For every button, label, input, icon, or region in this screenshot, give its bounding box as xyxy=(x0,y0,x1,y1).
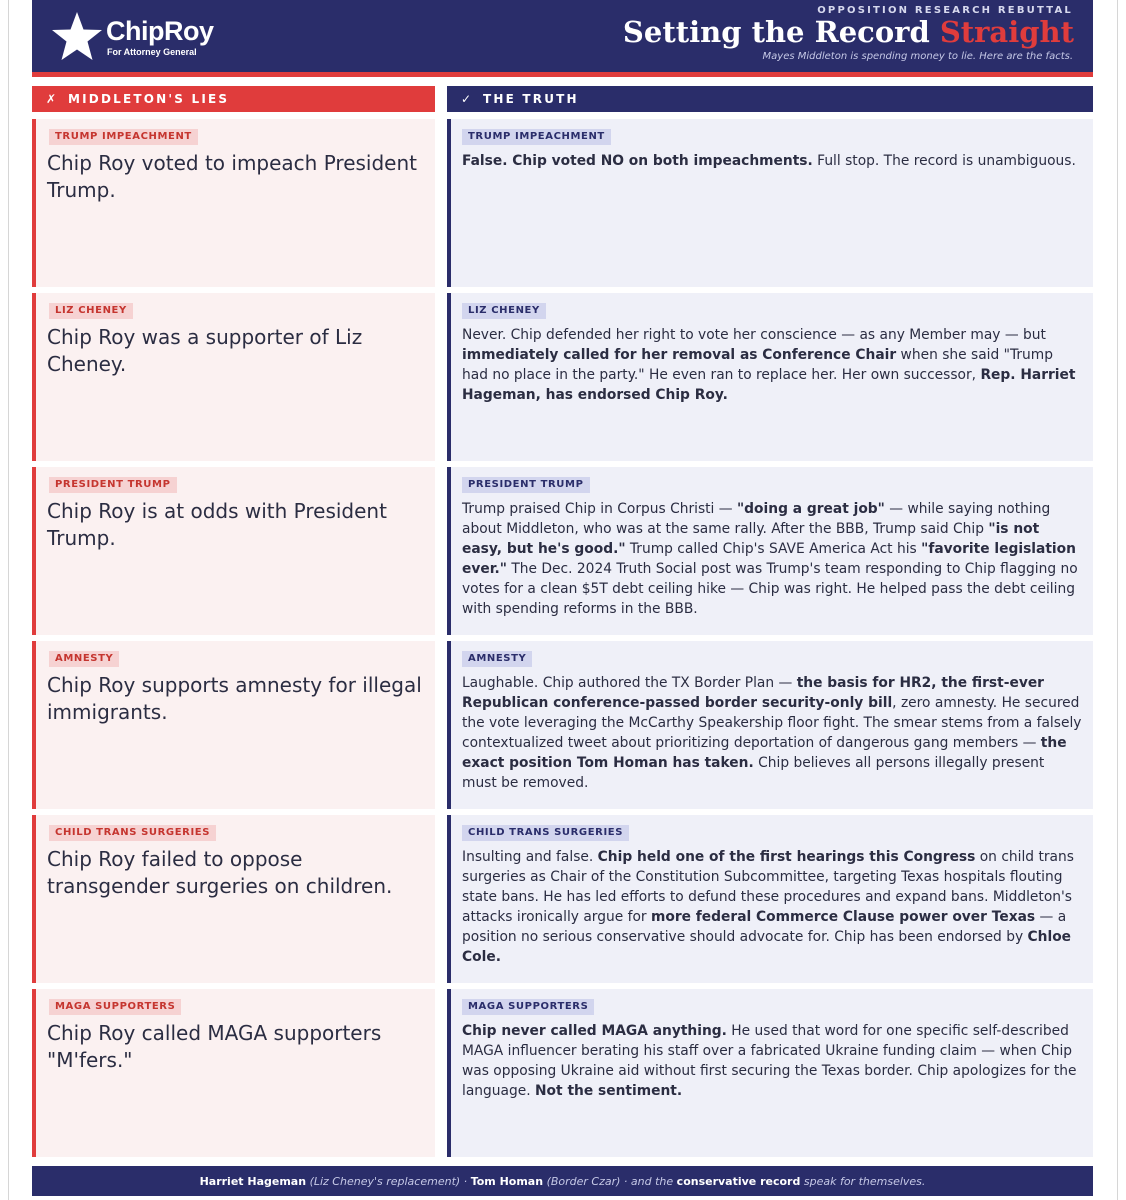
title-main: Setting the Record xyxy=(622,15,940,49)
rebuttal-row xyxy=(32,293,1093,461)
truth-segment: Trump called Chip's SAVE America Act his xyxy=(625,541,922,557)
logo xyxy=(50,10,214,64)
footer-text: (Liz Cheney's replacement) xyxy=(309,1174,461,1188)
truth-topic-tag: TRUMP IMPEACHMENT xyxy=(462,129,611,145)
truth-card xyxy=(447,989,1093,1157)
truth-emphasis: immediately called for her removal as Conference Chair xyxy=(462,347,897,363)
star-icon xyxy=(50,10,104,64)
truth-card xyxy=(447,467,1093,635)
logo-subtitle: For Attorney General xyxy=(107,47,197,57)
lie-card xyxy=(32,293,435,461)
truth-emphasis: "doing a great job" xyxy=(736,501,885,517)
left-page-edge xyxy=(8,0,9,1200)
lies-column-label: MIDDLETON'S LIES xyxy=(68,92,230,106)
lie-claim: Chip Roy called MAGA supporters "M'fers." xyxy=(47,1021,382,1072)
lie-card xyxy=(32,641,435,809)
truth-segment: Laughable. Chip authored the TX Border Plan — xyxy=(462,675,797,691)
x-mark-icon: ✗ xyxy=(45,92,57,106)
truth-column-header xyxy=(447,86,1093,112)
title-accent: Straight xyxy=(939,15,1074,49)
rebuttal-row xyxy=(32,119,1093,287)
lie-claim: Chip Roy voted to impeach President Trump. xyxy=(47,151,417,202)
truth-segment: Chip believes all persons illegally present must be removed. xyxy=(462,755,1045,791)
truth-segment: — a position no serious conservative should advocate for. Chip has been endorsed by xyxy=(462,909,1067,945)
truth-card xyxy=(447,119,1093,287)
truth-emphasis: more federal Commerce Clause power over Texas xyxy=(650,909,1036,925)
page-title xyxy=(623,15,1074,49)
truth-text xyxy=(462,1021,1082,1101)
footer-text: (Border Czar) xyxy=(546,1174,621,1188)
footer-name: Tom Homan xyxy=(470,1174,544,1188)
footer-name: Harriet Hageman xyxy=(199,1174,307,1188)
truth-segment: , zero amnesty. He secured the vote leveraging the McCarthy Speakership floor fight. The smear stems from a falsely contextualized tweet about prioritizing deportation of dangerous gang members — xyxy=(462,695,1082,751)
footer-name: conservative record xyxy=(676,1174,801,1188)
truth-text xyxy=(462,847,1082,967)
lies-column-header xyxy=(32,86,435,112)
lie-card xyxy=(32,467,435,635)
truth-emphasis: Rep. Harriet Hageman, has endorsed Chip Roy. xyxy=(462,367,1076,403)
truth-text xyxy=(462,673,1082,793)
truth-text xyxy=(462,499,1082,619)
lie-topic-tag: LIZ CHENEY xyxy=(49,303,133,319)
truth-emphasis: Chloe Cole. xyxy=(462,929,1072,965)
truth-segment: He used that word for one specific self-described MAGA influencer berating his staff over a fabricated Ukraine funding claim — when Chip was opposing Ukraine aid without first securing the Texas border. Chip apologizes for the language. xyxy=(462,1023,1077,1099)
truth-column-label: THE TRUTH xyxy=(483,92,579,106)
truth-emphasis: "is not easy, but he's good." xyxy=(462,521,1040,557)
lie-claim: Chip Roy failed to oppose transgender surgeries on children. xyxy=(47,847,393,898)
lie-claim: Chip Roy was a supporter of Liz Cheney. xyxy=(47,325,363,376)
footer-text: · and the xyxy=(620,1174,677,1188)
truth-segment: — while saying nothing about Middleton, who was at the same rally. After the BBB, Trump said Chip xyxy=(462,501,1051,537)
lie-topic-tag: TRUMP IMPEACHMENT xyxy=(49,129,198,145)
truth-topic-tag: AMNESTY xyxy=(462,651,532,667)
truth-topic-tag: PRESIDENT TRUMP xyxy=(462,477,590,493)
rebuttal-row xyxy=(32,989,1093,1157)
truth-emphasis: the basis for HR2, the first-ever Republican conference-passed border security-only bill xyxy=(462,675,1044,711)
lie-topic-tag: MAGA SUPPORTERS xyxy=(49,999,181,1015)
truth-emphasis: Not the sentiment. xyxy=(535,1083,683,1099)
footer-banner xyxy=(32,1166,1093,1196)
truth-emphasis: False. Chip voted NO on both impeachments. xyxy=(462,153,813,169)
truth-topic-tag: CHILD TRANS SURGERIES xyxy=(462,825,629,841)
lie-card xyxy=(32,119,435,287)
lie-topic-tag: CHILD TRANS SURGERIES xyxy=(49,825,216,841)
logo-name: ChipRoy xyxy=(106,16,214,46)
truth-segment: on child trans surgeries as Chair of the Constitution Subcommittee, targeting Texas hospitals flouting state bans. He has led efforts to defund these procedures and expand bans. Middleton's attacks ironically argue for xyxy=(462,849,1074,925)
truth-segment: Full stop. The record is unambiguous. xyxy=(812,153,1076,169)
truth-segment: The Dec. 2024 Truth Social post was Trump's team responding to Chip flagging no votes for a clean $5T debt ceiling hike — Chip was right. He helped pass the debt ceiling with spending reforms in the BBB. xyxy=(462,561,1078,617)
header-kicker: OPPOSITION RESEARCH REBUTTAL xyxy=(817,5,1073,16)
truth-card xyxy=(447,293,1093,461)
footer-text: · xyxy=(460,1174,471,1188)
footer-text: speak for themselves. xyxy=(800,1174,926,1188)
lie-claim: Chip Roy supports amnesty for illegal immigrants. xyxy=(47,673,422,724)
rebuttal-row xyxy=(32,815,1093,983)
lie-topic-tag: PRESIDENT TRUMP xyxy=(49,477,177,493)
lie-card xyxy=(32,989,435,1157)
truth-card xyxy=(447,815,1093,983)
header-banner xyxy=(32,0,1093,72)
truth-emphasis: "favorite legislation ever." xyxy=(462,541,1076,577)
truth-emphasis: Chip never called MAGA anything. xyxy=(462,1023,727,1039)
lie-card xyxy=(32,815,435,983)
truth-segment: when she said "Trump had no place in the party." He even ran to replace her. Her own successor, xyxy=(462,347,1053,383)
truth-text xyxy=(462,325,1082,405)
lie-topic-tag: AMNESTY xyxy=(49,651,119,667)
header-tagline: Mayes Middleton is spending money to lie. Here are the facts. xyxy=(762,51,1073,62)
truth-topic-tag: MAGA SUPPORTERS xyxy=(462,999,594,1015)
truth-emphasis: the exact position Tom Homan has taken. xyxy=(462,735,1067,771)
lie-claim: Chip Roy is at odds with President Trump. xyxy=(47,499,387,550)
rebuttal-row xyxy=(32,641,1093,809)
check-mark-icon: ✓ xyxy=(460,92,472,106)
rebuttal-row xyxy=(32,467,1093,635)
truth-segment: Never. Chip defended her right to vote her conscience — as any Member may — but xyxy=(462,327,1046,343)
truth-topic-tag: LIZ CHENEY xyxy=(462,303,546,319)
header-accent-bar xyxy=(32,72,1093,77)
truth-segment: Insulting and false. xyxy=(462,849,598,865)
truth-emphasis: Chip held one of the first hearings this Congress xyxy=(597,849,976,865)
truth-segment: Trump praised Chip in Corpus Christi — xyxy=(462,501,737,517)
right-page-edge xyxy=(1117,0,1118,1200)
truth-text xyxy=(462,151,1082,171)
truth-card xyxy=(447,641,1093,809)
